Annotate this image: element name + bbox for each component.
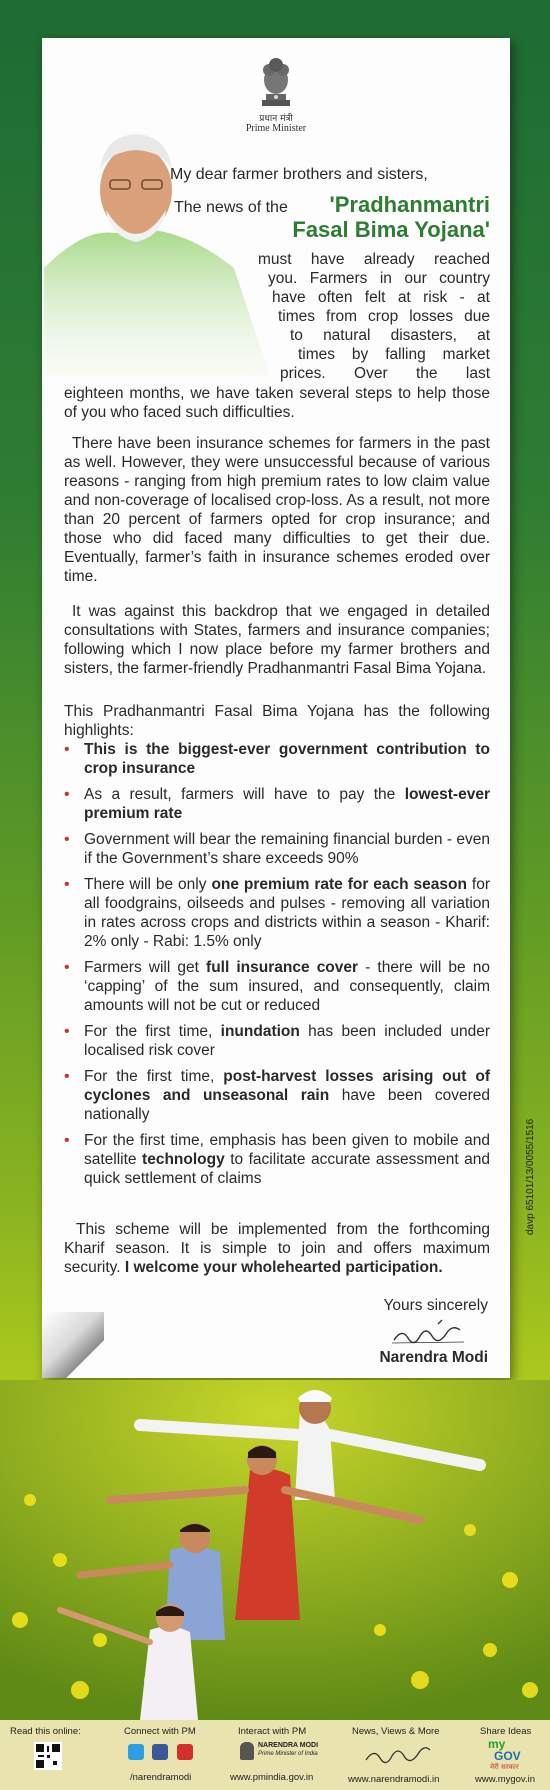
prime-minister-portrait	[44, 118, 270, 376]
davp-code: davp 65101/13/0055/1516	[525, 1118, 536, 1235]
national-emblem-icon	[254, 52, 298, 110]
signature-mark	[390, 1318, 470, 1348]
intro-line: times from crop losses due	[278, 308, 490, 325]
footer-interact-logo-sub: Prime Minister of India	[258, 1751, 318, 1757]
sign-off: Yours sincerely	[383, 1297, 488, 1314]
highlight-item: • There will be only one premium rate for each season for all foodgrains, oilseeds and pulses - removing all variation in rates across crops and districts within a season - Kharif: 2% only - Rabi: 1.5% only	[64, 875, 490, 951]
paragraph-highlights-intro: This Pradhanmantri Fasal Bima Yojana has the following highlights:	[64, 703, 490, 739]
qr-code-icon[interactable]	[34, 1742, 62, 1770]
emblem-small-icon	[240, 1742, 254, 1760]
footer-connect-handle[interactable]: /narendramodi	[130, 1772, 192, 1783]
closing-bold: I welcome your wholehearted participation.	[124, 1259, 443, 1276]
highlights-list	[64, 740, 490, 1195]
mygov-logo: my GOV	[488, 1737, 521, 1763]
intro-line: times by falling market	[298, 346, 490, 363]
footer-interact: Interact with PM	[238, 1726, 307, 1737]
intro-wrapped-text	[258, 250, 490, 383]
emblem-label: Prime Minister	[245, 123, 307, 134]
scheme-name-heading	[220, 192, 490, 242]
facebook-icon[interactable]	[152, 1744, 168, 1760]
highlight-item: • Farmers will get full insurance cover - there will be no ‘capping’ of the sum insured, and consequently, claim amounts will not be cut or reduced	[64, 958, 490, 1015]
scheme-name-line2: Fasal Bima Yojana'	[292, 217, 490, 242]
paragraph-consultations: It was against this backdrop that we engaged in detailed consultations with States, farmers and insurance companies; following which I now place before my farmer brothers and sisters, the farmer-friendly Pradhanmantri Fasal Bima Yojana.	[64, 603, 490, 677]
family-in-field-image	[0, 1380, 550, 1720]
salutation: My dear farmer brothers and sisters,	[170, 166, 428, 183]
footer-news-url[interactable]: www.narendramodi.in	[348, 1774, 440, 1785]
paragraph-history: There have been insurance schemes for farmers in the past as well. However, they were unsuccessful because of various reasons - ranging from high premium rates to low claim value and non-coverage of localised crop-loss. As a result, not more than 20 percent of farmers opted for crop insurance; and those who did faced many difficulties to get their due. Eventually, farmer’s faith in insurance schemes eroded over time.	[64, 435, 490, 585]
highlight-item: • For the first time, emphasis has been given to mobile and satellite technology to facilitate accurate assessment and quick settlement of claims	[64, 1131, 490, 1188]
intro-line: prices. Over the last	[280, 365, 490, 382]
social-icons	[128, 1744, 193, 1765]
highlight-item: • As a result, farmers will have to pay the lowest-ever premium rate	[64, 785, 490, 823]
youtube-icon[interactable]	[177, 1744, 193, 1760]
footer-connect: Connect with PM	[124, 1726, 196, 1737]
twitter-icon[interactable]	[128, 1744, 144, 1760]
footer-interact-url[interactable]: www.pmindia.gov.in	[230, 1772, 314, 1783]
intro-line: to natural disasters, at	[290, 327, 490, 344]
intro-line: you. Farmers in our country	[268, 270, 490, 287]
footer-share-url[interactable]: www.mygov.in	[475, 1774, 536, 1785]
closing-paragraph: This scheme will be implemented from the forthcoming Kharif season. It is simple to join and offers maximum security. I welcome your wholehearted participation.	[64, 1221, 490, 1276]
intro-line: have often felt at risk - at	[272, 289, 490, 306]
page-curl-decoration	[42, 1312, 104, 1378]
mygov-hindi: मेरी सरकार	[490, 1763, 519, 1771]
intro-line: must have already reached	[258, 251, 490, 268]
footer-share: Share Ideas	[480, 1726, 532, 1737]
scheme-name-line1: 'Pradhanmantri	[329, 192, 490, 217]
highlight-item: • For the first time, post-harvest losses arising out of cyclones and unseasonal rain have been covered nationally	[64, 1067, 490, 1124]
signature-logo-icon	[362, 1742, 432, 1768]
highlight-item: • This is the biggest-ever government contribution to crop insurance	[64, 740, 490, 778]
footer-news: News, Views & More	[352, 1726, 440, 1737]
emblem-hindi-label: प्रधान मंत्री	[259, 114, 293, 124]
intro-paragraph-tail: eighteen months, we have taken several steps to help those of you who faced such difficulties.	[64, 385, 490, 421]
footer-bar	[0, 1720, 550, 1790]
signature-name: Narendra Modi	[379, 1349, 488, 1366]
highlight-item: • For the first time, inundation has been included under localised risk cover	[64, 1022, 490, 1060]
news-prefix: The news of the	[174, 199, 288, 216]
highlight-item: • Government will bear the remaining financial burden - even if the Government’s share exceeds 90%	[64, 830, 490, 868]
footer-interact-logo-name: NARENDRA MODI	[258, 1742, 319, 1749]
footer-read-online: Read this online:	[10, 1726, 81, 1737]
